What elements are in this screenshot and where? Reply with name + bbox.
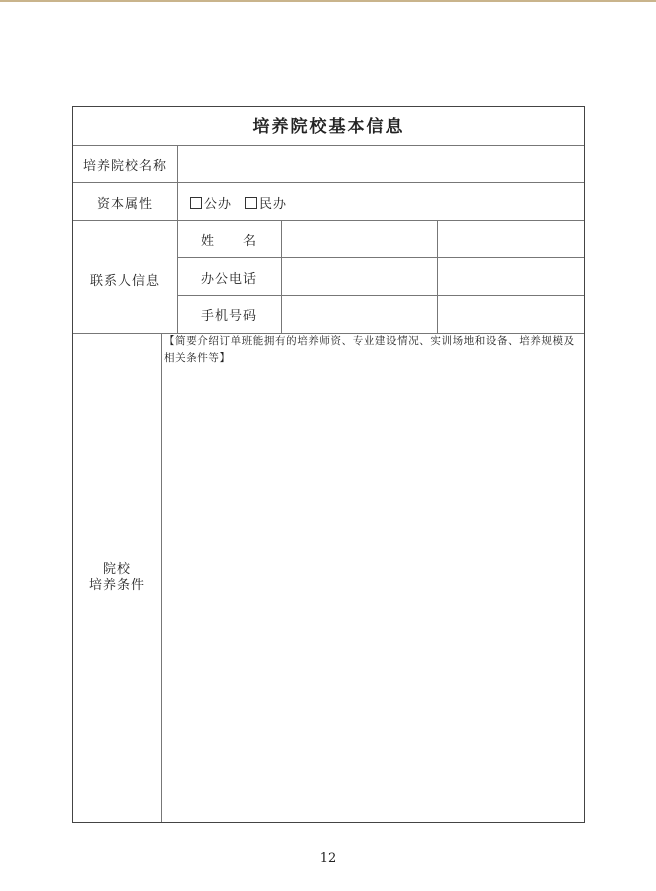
school-info-form: [72, 106, 585, 823]
contact-label: 联系人信息: [89, 274, 160, 289]
private-checkbox[interactable]: [245, 197, 257, 209]
conditions-note: 【简要介绍订单班能拥有的培养师资、专业建设情况、实训场地和设备、培养规模及相关条件等】: [164, 335, 575, 364]
private-option-label: 民办: [259, 197, 288, 212]
office-phone-label: 办公电话: [200, 272, 257, 287]
school-name-label: 培养院校名称: [82, 159, 167, 174]
form-title: 培养院校基本信息: [252, 117, 405, 137]
school-name-field[interactable]: [178, 146, 584, 182]
top-border-line: [0, 0, 656, 2]
conditions-label: [73, 562, 161, 594]
public-option-label: 公办: [204, 197, 233, 212]
contact-name-field[interactable]: [282, 221, 437, 257]
office-phone-field[interactable]: [282, 258, 437, 295]
mobile-phone-label: 手机号码: [200, 309, 257, 324]
mobile-phone-field[interactable]: [282, 296, 437, 333]
contact-name-label: 姓 名: [200, 234, 257, 249]
conditions-label-line2: 培养条件: [88, 578, 145, 593]
public-checkbox[interactable]: [190, 197, 202, 209]
private-option[interactable]: [245, 193, 287, 212]
page-number: 12: [319, 851, 337, 866]
conditions-field[interactable]: [162, 377, 584, 822]
public-option[interactable]: [190, 193, 232, 212]
row-divider: [73, 182, 584, 183]
capital-label: 资本属性: [96, 197, 153, 212]
column-divider: [437, 220, 438, 333]
conditions-label-line1: 院校: [102, 562, 131, 577]
